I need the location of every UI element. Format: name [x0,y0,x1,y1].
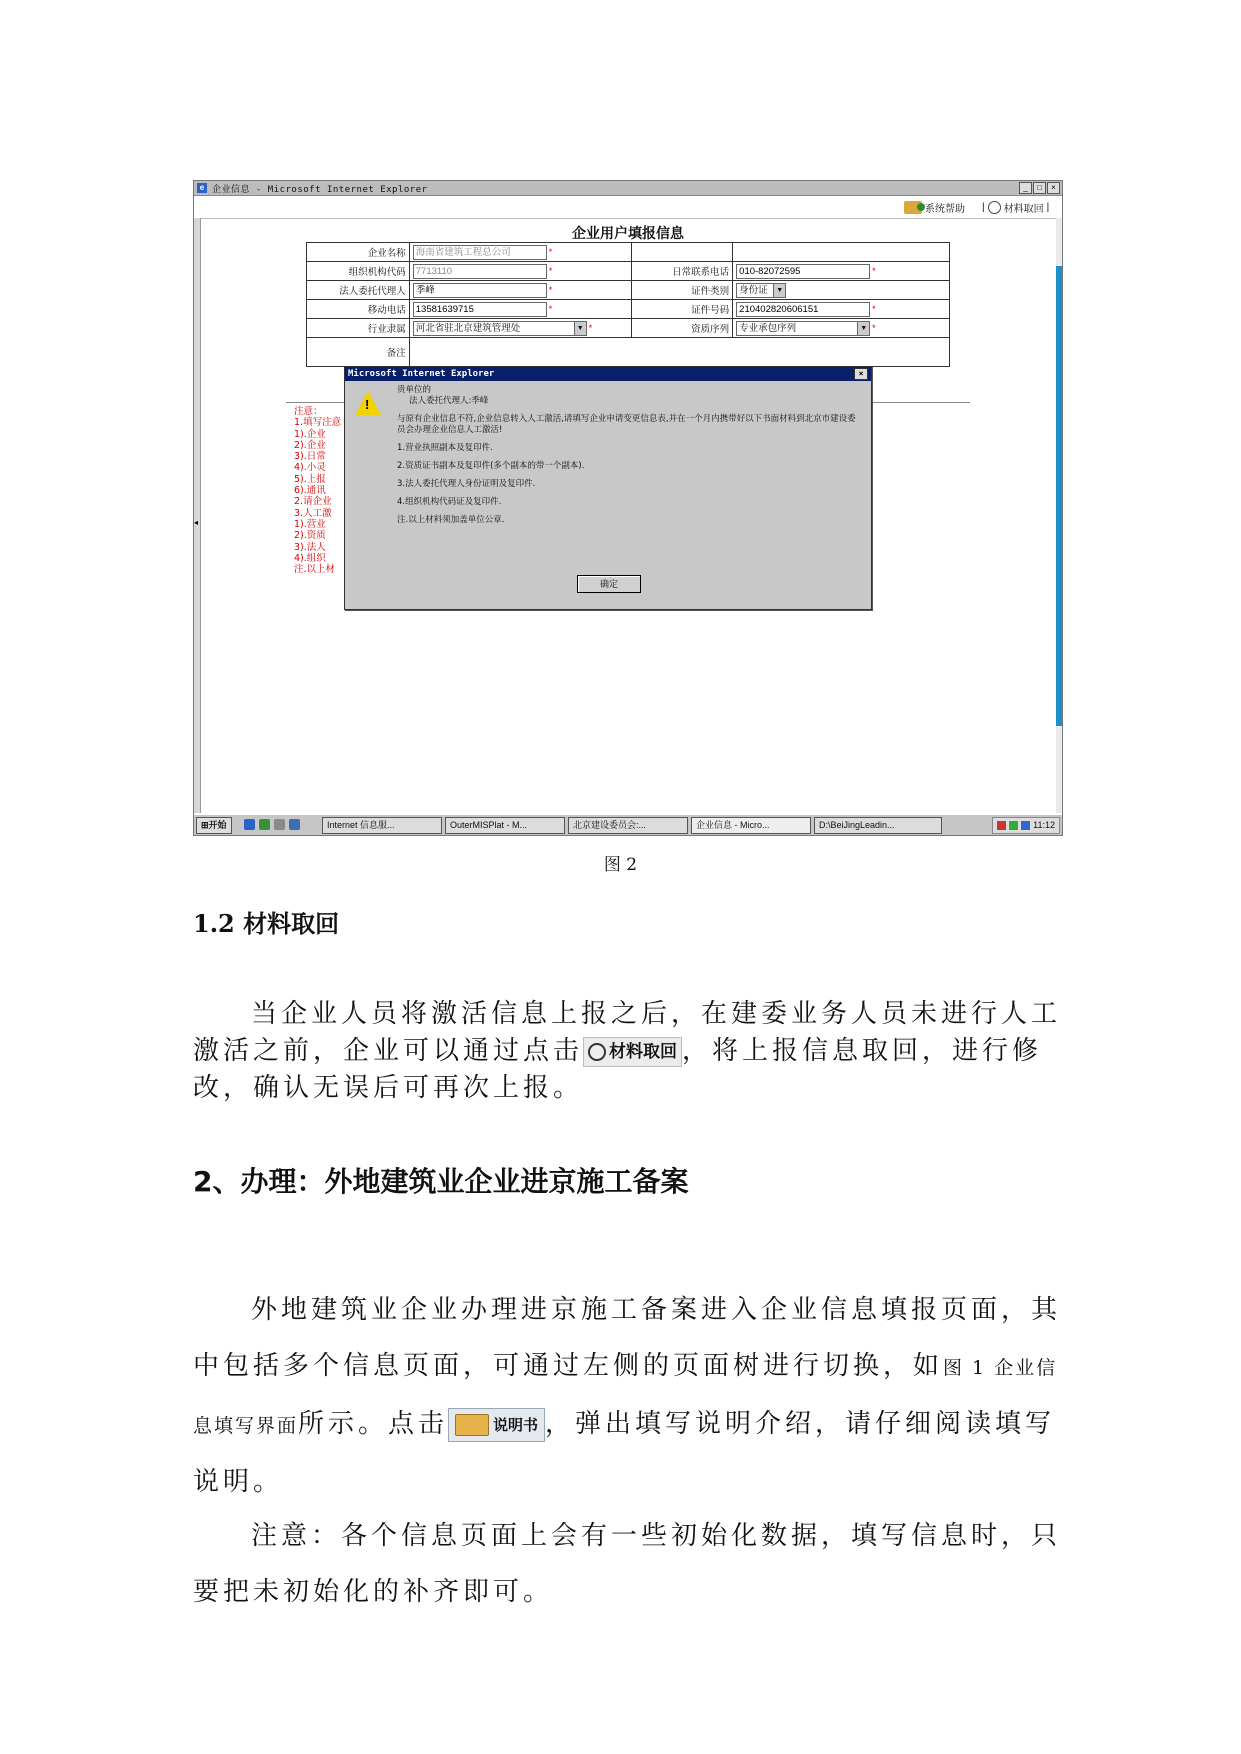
company-name-label: 企业名称 [307,243,410,262]
scrollbar-thumb[interactable] [1056,266,1062,726]
note-paragraph: 注意：各个信息页面上会有一些初始化数据，填写信息时，只要把未初始化的补齐即可。 [193,1521,1062,1607]
tray-icon[interactable] [997,821,1006,830]
taskbar-item[interactable]: D:\BeiJingLeadin... [814,817,942,834]
chevron-down-icon: ▼ [857,322,869,335]
alert-dialog [344,366,872,610]
taskbar-item[interactable]: Internet 信息服... [322,817,442,834]
cert-type-label: 证件类别 [631,281,733,300]
qualification-select[interactable]: 专业承包序列 ▼ [736,321,870,336]
retrieve-button[interactable]: | 材料取回 | [982,202,1050,215]
taskbar [194,814,1062,835]
figure-caption: 图 2 [603,855,638,875]
chevron-down-icon: ▼ [574,322,586,335]
section-heading: 2、办理：外地建筑业企业进京施工备案 [193,1165,689,1198]
media-icon[interactable] [274,819,285,830]
taskbar-item[interactable]: 北京建设委员会:... [568,817,688,834]
system-tray [992,817,1060,834]
dialog-close-button[interactable]: × [854,368,868,380]
desktop-icon[interactable] [259,819,270,830]
mobile-label: 移动电话 [307,300,410,319]
mobile-input[interactable]: 13581639715 [413,302,547,317]
agent-input[interactable]: 季峰 [413,283,547,298]
qualification-label: 资质序列 [631,319,733,338]
dialog-message: 贵单位的 法人委托代理人:季峰 与原有企业信息不符,企业信息转入人工激活,请填写企业申请变更信息表,并在一个月内携带好以下书面材料到北京市建设委员会办理企业信息人工激活! 1.营业执照副本及复印件. 2.资质证书副本及复印件(多个副本的带一个副本). 3.法人委托代理人身份证明及复印件. 4.组织机构代码证及复印件. 注.以上材料须加盖单位公章. [397,385,856,525]
maximize-button[interactable]: □ [1033,182,1046,194]
phone-input[interactable]: 010-82072595 [736,264,870,279]
tree-toggle-bar[interactable] [194,218,201,813]
section-paragraph: 外地建筑业企业办理进京施工备案进入企业信息填报页面，其中包括多个信息页面，可通过左侧的页面树进行切换，如图 1 企业信息填写界面所示。点击 说明书 ，弹出填写说明介绍，请仔细阅读填写说明。 [193,1295,1062,1497]
cert-no-input[interactable]: 210402820606151 [736,302,870,317]
phone-label: 日常联系电话 [631,262,733,281]
ok-button[interactable]: 确定 [577,575,641,593]
remark-textarea[interactable] [409,338,949,367]
figure-reference: 图 1 企业信息填写界面 [193,1357,1058,1437]
taskbar-item-active[interactable]: 企业信息 - Micro... [691,817,811,834]
retrieve-icon [588,1043,606,1061]
org-code-label: 组织机构代码 [307,262,410,281]
chevron-down-icon: ▼ [773,284,785,297]
windows-logo-icon: ⊞ [201,820,209,830]
ie-icon[interactable] [244,819,255,830]
window-titlebar [194,181,1062,196]
window-title: 企业信息 - Microsoft Internet Explorer [212,185,428,195]
cert-type-select[interactable]: 身份证 ▼ [736,283,786,298]
industry-label: 行业隶属 [307,319,410,338]
clock: 11:12 [1033,820,1055,830]
ie-screenshot [193,180,1063,836]
tray-icon[interactable] [1009,821,1018,830]
retrieve-icon [988,201,1001,214]
close-button[interactable]: × [1047,182,1060,194]
remark-label: 备注 [307,338,410,367]
cert-no-label: 证件号码 [631,300,733,319]
folder-icon [455,1414,489,1436]
app-icon[interactable] [289,819,300,830]
dialog-titlebar: Microsoft Internet Explorer × [345,367,871,381]
collapse-arrow-icon: ◂ [194,518,199,527]
org-code-input[interactable]: 7713110 [413,264,547,279]
warning-icon: ! [355,391,381,415]
notes-list: 注意： 1.填写注意 1).企业 2).企业 3).日常 4).小灵 5).上报 6).通讯 2.请企业 3.人工激 1).营业 2).资质 3).法人 4).组织 注.以上材 [294,406,342,576]
tray-icon[interactable] [1021,821,1030,830]
minimize-button[interactable]: _ [1019,182,1032,194]
section-paragraph: 当企业人员将激活信息上报之后，在建委业务人员未进行人工激活之前，企业可以通过点击 材料取回 ，将上报信息取回，进行修改，确认无误后可再次上报。 [193,999,1062,1103]
section-heading: 1.2 材料取回 [193,909,340,938]
taskbar-item[interactable]: OuterMISPlat - M... [445,817,565,834]
enterprise-form: 企业名称 海南省建筑工程总公司 * 组织机构代码 7713110 * 日常联系电话 010-82072595 * 法人委托代理人 季峰 * 证件类别 身份证 ▼ 移动电话 13581639715 * 证件号码 210402820606151 * 行业隶属 河北省驻北京建筑管理处 ▼ * 资质序列 专业承包序列 ▼ * 备注 [306,242,950,367]
company-name-input[interactable]: 海南省建筑工程总公司 [413,245,547,260]
page-toolbar [194,196,1062,219]
retrieve-button-image: 材料取回 [583,1037,682,1067]
scrollbar[interactable] [1056,218,1062,813]
start-button[interactable]: ⊞开始 [196,817,232,834]
agent-label: 法人委托代理人 [307,281,410,300]
ie-icon: e [197,183,207,193]
manual-button-image: 说明书 [448,1408,545,1442]
form-title: 企业用户填报信息 [572,226,684,242]
quick-launch [244,819,300,830]
industry-select[interactable]: 河北省驻北京建筑管理处 ▼ [413,321,587,336]
help-icon [904,201,922,214]
system-help-button[interactable]: 系统帮助 [904,200,965,215]
